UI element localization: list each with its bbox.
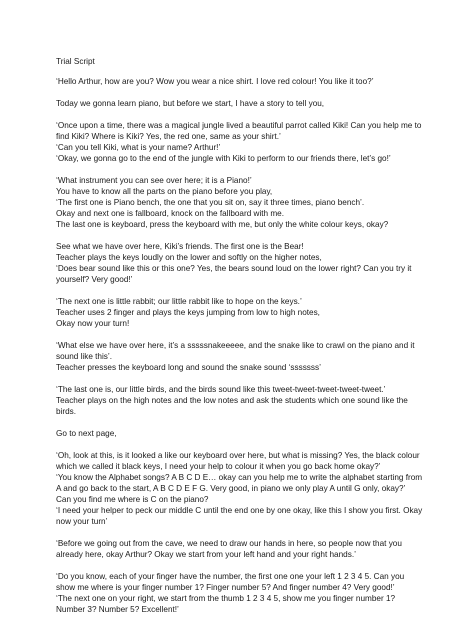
paragraph bbox=[56, 571, 434, 615]
text-line: ‘The last one is, our little birds, and the birds sound like this tweet-tweet-tweet-tweet-tweet.’ bbox=[56, 385, 386, 394]
text-line: ‘You know the Alphabet songs? A B C D E… okay can you help me to write the alphabet starting from bbox=[56, 473, 423, 482]
text-line: Teacher plays the keys loudly on the lower and softly on the higher notes, bbox=[56, 253, 322, 262]
paragraph bbox=[56, 175, 434, 230]
text-line: already here, okay Arthur? Okay we start from your left hand and your right hands.’ bbox=[56, 550, 356, 559]
text-line: find Kiki? Where is Kiki? Yes, the red one, same as your shirt.’ bbox=[56, 132, 281, 141]
text-line: ‘The next one on your right, we start from the thumb 1 2 3 4 5, show me you finger number 1? bbox=[56, 594, 396, 603]
document-title: Trial Script bbox=[56, 57, 95, 66]
text-line: Today we gonna learn piano, but before we start, I have a story to tell you, bbox=[56, 99, 325, 108]
text-line: ‘Hello Arthur, how are you? Wow you wear a nice shirt. I love red colour! You like it too?’ bbox=[56, 77, 374, 86]
paragraph bbox=[56, 450, 434, 527]
text-line: ‘Once upon a time, there was a magical jungle lived a beautiful parrot called Kiki! Can you help me to bbox=[56, 121, 422, 130]
paragraph bbox=[56, 241, 434, 285]
text-line: which we called it black keys, I need your help to colour it when you go back home okay?’ bbox=[56, 462, 381, 471]
paragraph bbox=[56, 538, 434, 560]
paragraph bbox=[56, 340, 434, 373]
text-line: ‘Can you tell Kiki, what is your name? Arthur!’ bbox=[56, 143, 221, 152]
text-line: ‘Oh, look at this, is it looked a like our keyboard over here, but what is missing? Yes, the black colour bbox=[56, 451, 420, 460]
text-line: You have to know all the parts on the piano before you play, bbox=[56, 187, 273, 196]
text-line: ‘Before we going out from the cave, we need to draw our hands in here, so people now that you bbox=[56, 539, 402, 548]
text-line: sound like this’. bbox=[56, 352, 112, 361]
text-line: ‘The next one is little rabbit; our little rabbit like to hope on the keys.’ bbox=[56, 297, 302, 306]
paragraph bbox=[56, 428, 434, 439]
text-line: Number 3? Number 5? Excellent!’ bbox=[56, 605, 179, 614]
text-line: ‘What else we have over here, it’s a sssssnakeeeee, and the snake like to crawl on the piano and it bbox=[56, 341, 415, 350]
text-line: The last one is keyboard, press the keyboard with me, but only the white colour keys, okay? bbox=[56, 220, 389, 229]
paragraph bbox=[56, 98, 434, 109]
document-body bbox=[56, 76, 434, 615]
text-line: now your turn’ bbox=[56, 517, 108, 526]
text-line: ‘The first one is Piano bench, the one that you sit on, say it three times, piano bench’. bbox=[56, 198, 365, 207]
text-line: Go to next page, bbox=[56, 429, 117, 438]
text-line: Okay and next one is fallboard, knock on the fallboard with me. bbox=[56, 209, 285, 218]
text-line: Teacher plays on the high notes and the low notes and ask the students which one sound like the bbox=[56, 396, 408, 405]
paragraph bbox=[56, 384, 434, 417]
text-line: ‘What instrument you can see over here; it is a Piano!’ bbox=[56, 176, 252, 185]
text-line: ‘Do you know, each of your finger have the number, the first one one your left 1 2 3 4 5. Can you bbox=[56, 572, 405, 581]
text-line: Can you find me where is C on the piano? bbox=[56, 495, 209, 504]
text-line: birds. bbox=[56, 407, 77, 416]
text-line: A and go back to the start, A B C D E F G. Very good, in piano we only play A until G only, okay?’ bbox=[56, 484, 406, 493]
text-line: See what we have over here, Kiki’s friends. The first one is the Bear! bbox=[56, 242, 304, 251]
text-line: show me where is your finger number 1? Finger number 5? And finger number 4? Very good!’ bbox=[56, 583, 395, 592]
text-line: ‘Okay, we gonna go to the end of the jungle with Kiki to perform to our friends there, let’s go!’ bbox=[56, 154, 391, 163]
text-line: Teacher presses the keyboard long and sound the snake sound ‘sssssss’ bbox=[56, 363, 321, 372]
text-line: Teacher uses 2 finger and plays the keys jumping from low to high notes, bbox=[56, 308, 320, 317]
paragraph bbox=[56, 76, 434, 87]
text-line: Okay now your turn! bbox=[56, 319, 130, 328]
text-line: ‘I need your helper to peck our middle C until the end one by one okay, like this I show you first. Okay bbox=[56, 506, 423, 515]
paragraph bbox=[56, 120, 434, 164]
text-line: yourself? Very good!’ bbox=[56, 275, 133, 284]
paragraph bbox=[56, 296, 434, 329]
text-line: ‘Does bear sound like this or this one? Yes, the bears sound loud on the lower right? Can you try it bbox=[56, 264, 412, 273]
